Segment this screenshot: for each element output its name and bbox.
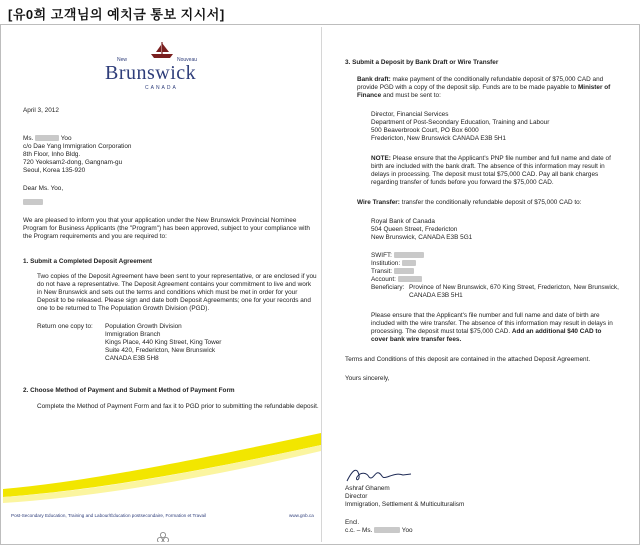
return-address-line: Immigration Branch: [105, 331, 161, 338]
wire-note-line: processing. The deposit must total $75,000 CAD. Add an additional $40 CAD to: [371, 328, 602, 335]
recipient-name: Ms. Yoo: [23, 135, 72, 142]
wire-note-line: Please ensure that the Applicant's file number and full name and date of birth are: [371, 312, 600, 319]
bank-draft-line: Finance and must be sent to:: [357, 92, 441, 99]
redacted-line: [23, 199, 43, 207]
intro-paragraph-line: the Program requirements and you are required to:: [23, 233, 167, 240]
director-address-line: Fredericton, New Brunswick CANADA E3B 5H1: [371, 135, 506, 142]
section-1-line: do not have a representative. The Deposit Agreement contains your commitment to live and work: [37, 281, 312, 288]
footer-website: www.gnb.ca: [289, 513, 314, 518]
letter-date: April 3, 2012: [23, 107, 59, 114]
section-1-line: in New Brunswick and sets out the terms and conditions which must be met in order for your: [37, 289, 298, 296]
bank-address-line: New Brunswick, CANADA E3B 5G1: [371, 234, 473, 241]
recycle-icon: [156, 531, 170, 542]
director-address-line: 500 Beaverbrook Court, PO Box 6000: [371, 127, 479, 134]
transit-label: Transit:: [371, 268, 414, 276]
signatory-title: Director: [345, 493, 368, 500]
note-line: birth are included with the bank draft. The absence of this information may result in: [371, 163, 605, 170]
section-2-title: 2. Choose Method of Payment and Submit a Method of Payment Form: [23, 387, 235, 394]
section-1-line: one to be returned to The Population Growth Division (PGD).: [37, 305, 210, 312]
director-address-line: Department of Post-Secondary Education, Training and Labour: [371, 119, 550, 126]
document-caption: [유0희 고객님의 예치금 통보 지시서]: [8, 7, 225, 22]
recipient-address-line: 720 Yeoksam2-dong, Gangnam-gu: [23, 159, 123, 166]
logo-nouveau: Nouveau: [177, 57, 198, 63]
recipient-address-line: 8th Floor, Inho Bldg.: [23, 151, 81, 158]
cc-line: c.c. – Ms. Yoo: [345, 527, 413, 534]
recipient-address-line: c/o Dae Yang Immigration Corporation: [23, 143, 132, 150]
wire-note-line: cover bank wire transfer fees.: [371, 336, 462, 343]
note-line: NOTE: Please ensure that the Applicant's PNP file number and full name and date of: [371, 155, 611, 162]
bank-address-line: Royal Bank of Canada: [371, 218, 435, 225]
page-divider: [321, 27, 322, 542]
new-brunswick-logo: [103, 41, 243, 95]
recipient-address-line: Seoul, Korea 135-920: [23, 167, 86, 174]
footer-department: Post-Secondary Education, Training and Labour/Éducation postsecondaire, Formation et Travail: [11, 513, 207, 518]
logo-brunswick: Brunswick: [105, 62, 197, 84]
section-1-line: Deposit to be released. Please sign and date both Deposit Agreements; one for your records and: [37, 297, 311, 304]
return-address-line: CANADA E3B 5H8: [105, 355, 159, 362]
logo-new: New: [117, 57, 128, 63]
swift-label: SWIFT:: [371, 252, 424, 260]
letter-page-2: [323, 27, 637, 542]
wire-transfer-line: Wire Transfer: transfer the conditionally refundable deposit of $75,000 CAD to:: [357, 199, 582, 206]
intro-paragraph-line: Program for Business Applicants (the "Program") has been approved, subject to your compliance with: [23, 225, 310, 232]
beneficiary-label: Beneficiary:: [371, 284, 405, 291]
note-line: regarding transfer of funds before you forward the $75,000 CAD.: [371, 179, 554, 186]
wire-note-line: included with the wire transfer. The absence of this information may result in delays in: [371, 320, 613, 327]
signatory-department: Immigration, Settlement & Multiculturalism: [345, 501, 465, 508]
beneficiary-line: Province of New Brunswick, 670 King Street, Fredericton, New Brunswick,: [409, 284, 619, 291]
section-2-line: Complete the Method of Payment Form and fax it to PGD prior to submitting the refundable deposit.: [37, 403, 319, 410]
handwritten-signature: [345, 465, 415, 485]
section-1-line: Two copies of the Deposit Agreement have been sent to your representative, or are enclosed if you: [37, 273, 317, 280]
letter-scan-frame: [0, 24, 640, 545]
decorative-yellow-swoosh: [3, 427, 321, 507]
account-label: Account:: [371, 276, 422, 284]
section-1-title: 1. Submit a Completed Deposit Agreement: [23, 258, 153, 265]
letter-page-1: [3, 27, 321, 542]
return-label: Return one copy to:: [37, 323, 93, 330]
signatory-name: Ashraf Ghanem: [345, 485, 390, 492]
ship-icon: [147, 41, 177, 59]
bank-draft-line: provide PGD with a copy of the deposit slip. Funds are to be made payable to Minister of: [357, 84, 611, 91]
director-address-line: Director, Financial Services: [371, 111, 449, 118]
bank-draft-line: Bank draft: make payment of the conditionally refundable deposit of $75,000 CAD and: [357, 76, 604, 83]
salutation: Dear Ms. Yoo,: [23, 185, 64, 192]
terms-line: Terms and Conditions of this deposit are contained in the attached Deposit Agreement.: [345, 356, 591, 363]
section-3-title: 3. Submit a Deposit by Bank Draft or Wire Transfer: [345, 59, 499, 66]
logo-canada: CANADA: [145, 85, 178, 91]
enclosure: Encl.: [345, 519, 360, 526]
bank-address-line: 504 Queen Street, Fredericton: [371, 226, 458, 233]
return-address-line: Suite 420, Fredericton, New Brunswick: [105, 347, 216, 354]
redacted-name: [35, 135, 59, 141]
return-address-line: Population Growth Division: [105, 323, 182, 330]
intro-paragraph-line: We are pleased to inform you that your application under the New Brunswick Provincial Nominee: [23, 217, 297, 224]
return-address-line: Kings Place, 440 King Street, King Tower: [105, 339, 222, 346]
institution-label: Institution:: [371, 260, 416, 268]
beneficiary-line: CANADA E3B 5H1: [409, 292, 463, 299]
note-line: delays in processing. The deposit must total $75,000 CAD. Pay all bank charges: [371, 171, 599, 178]
closing: Yours sincerely,: [345, 375, 390, 382]
